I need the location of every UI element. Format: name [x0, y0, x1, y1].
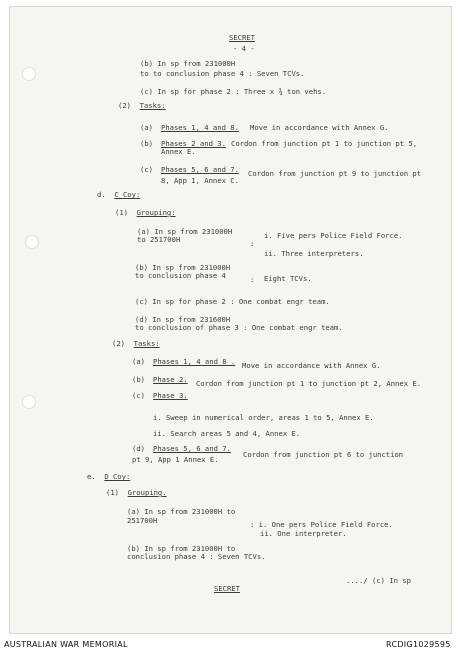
task-b-cont: Annex E.	[161, 147, 196, 156]
section-d-heading: d. C Coy:	[97, 190, 141, 199]
c-grouping-a-line2: to 251700H	[137, 235, 181, 244]
c-coy-label: C Coy:	[114, 190, 141, 199]
task-a-phase: Phases 1, 4 and 8.	[161, 123, 239, 132]
d-grouping-a-line1: (a) In sp from 231000H to	[127, 507, 236, 516]
grouping-b-line2: to to conclusion phase 4 : Seven TCVs.	[140, 69, 305, 78]
d-grouping-b-line1: (b) In sp from 231000H to	[127, 544, 236, 553]
grouping-b-line1: (b) In sp from 231000H	[140, 59, 236, 68]
c-task-d-cont: pt 9, App 1 Annex E.	[132, 455, 219, 464]
c-coy-tasks-heading: (2) Tasks:	[112, 339, 160, 348]
c-grouping-a-colon: :	[250, 239, 255, 248]
d-coy-grouping-heading: (1) Grouping.	[106, 488, 167, 497]
archive-name: AUSTRALIAN WAR MEMORIAL	[4, 640, 128, 649]
c-task-b-text: Cordon from junction pt 1 to junction pt 2, Annex E.	[196, 379, 422, 388]
c-task-d-text: Cordon from junction pt 6 to junction	[243, 450, 404, 459]
punch-hole	[25, 235, 39, 249]
c-task-a-text: Move in accordance with Annex G.	[242, 361, 381, 370]
grouping-label: Grouping:	[136, 208, 176, 217]
task-c-cont: 8, App 1, Annex C.	[161, 176, 239, 185]
d-grouping-b-line2: conclusion phase 4 : Seven TCVs.	[127, 552, 266, 561]
c-task-c-sub-ii: ii. Search areas 5 and 4, Annex E.	[153, 429, 301, 438]
grouping-c-line: (c) In sp for phase 2 : Three x ¾ ton vehs.	[140, 87, 327, 96]
task-b-text: Cordon from junction pt 1 to junction pt 5,	[231, 139, 418, 148]
c-task-d-phase: Phases 5, 6 and 7.	[153, 444, 231, 453]
task-b-phase: Phases 2 and 3.	[161, 139, 226, 148]
c-grouping-b-colon: :	[250, 275, 255, 284]
d-grouping-a-line2: 251700H	[127, 516, 158, 525]
d-coy-label: D Coy:	[104, 472, 131, 481]
tasks-label: Tasks:	[139, 101, 166, 110]
c-grouping-d-line1: (d) In sp from 231600H	[135, 315, 231, 324]
task-b-label: (b)	[140, 139, 153, 148]
c-grouping-c-line: (c) In sp for phase 2 : One combat engr team.	[135, 297, 330, 306]
c-task-c-phase: Phase 3.	[153, 391, 188, 400]
c-task-c-sub-i: i. Sweep in numerical order, areas 1 to 5, Annex E.	[153, 413, 374, 422]
c-task-a-label: (a)	[132, 357, 145, 366]
tasks-label: Tasks:	[133, 339, 160, 348]
continuation-note: ..../ (c) In sp	[346, 576, 411, 585]
section-e-heading: e. D Coy:	[87, 472, 131, 481]
c-task-d-label: (d)	[132, 444, 145, 453]
grouping-label: Grouping.	[127, 488, 167, 497]
c-grouping-b-value: Eight TCVs.	[264, 274, 312, 283]
c-grouping-d-line2: to conclusion of phase 3 : One combat engr team.	[135, 323, 343, 332]
c-grouping-b-line1: (b) In sp from 231000H	[135, 263, 231, 272]
c-coy-grouping-heading: (1) Grouping:	[115, 208, 176, 217]
c-grouping-b-line2: to conclusion phase 4	[135, 271, 226, 280]
archive-record-id: RCDIG1029595	[386, 640, 451, 649]
c-task-a-phase: Phases 1, 4 and 8 .	[153, 357, 236, 366]
c-grouping-a-line1: (a) In sp from 231000H	[137, 227, 233, 236]
archive-caption-bar	[0, 636, 462, 654]
task-a-text: Move in accordance with Annex G.	[250, 123, 389, 132]
c-task-b-phase: Phase 2.	[153, 375, 188, 384]
c-grouping-a-i: i. Five pers Police Field Force.	[264, 231, 403, 240]
c-task-c-label: (c)	[132, 391, 145, 400]
punch-hole	[22, 67, 36, 81]
classification-footer: SECRET	[214, 584, 240, 593]
c-grouping-a-ii: ii. Three interpreters.	[264, 249, 364, 258]
tasks-heading: (2) Tasks:	[118, 101, 166, 110]
page-number: - 4 -	[233, 44, 255, 53]
c-task-b-label: (b)	[132, 375, 145, 384]
task-c-phase: Phases 5, 6 and 7.	[161, 165, 239, 174]
task-a-label: (a)	[140, 123, 153, 132]
task-c-text: Cordon from junction pt 9 to junction pt	[248, 169, 422, 178]
d-grouping-a-ii: ii. One interpreter.	[260, 529, 347, 538]
task-c-label: (c)	[140, 165, 153, 174]
d-grouping-a-i: : i. One pers Police Field Force.	[250, 520, 393, 529]
document-page	[9, 6, 452, 634]
punch-hole	[22, 395, 36, 409]
classification-header: SECRET	[229, 33, 255, 42]
